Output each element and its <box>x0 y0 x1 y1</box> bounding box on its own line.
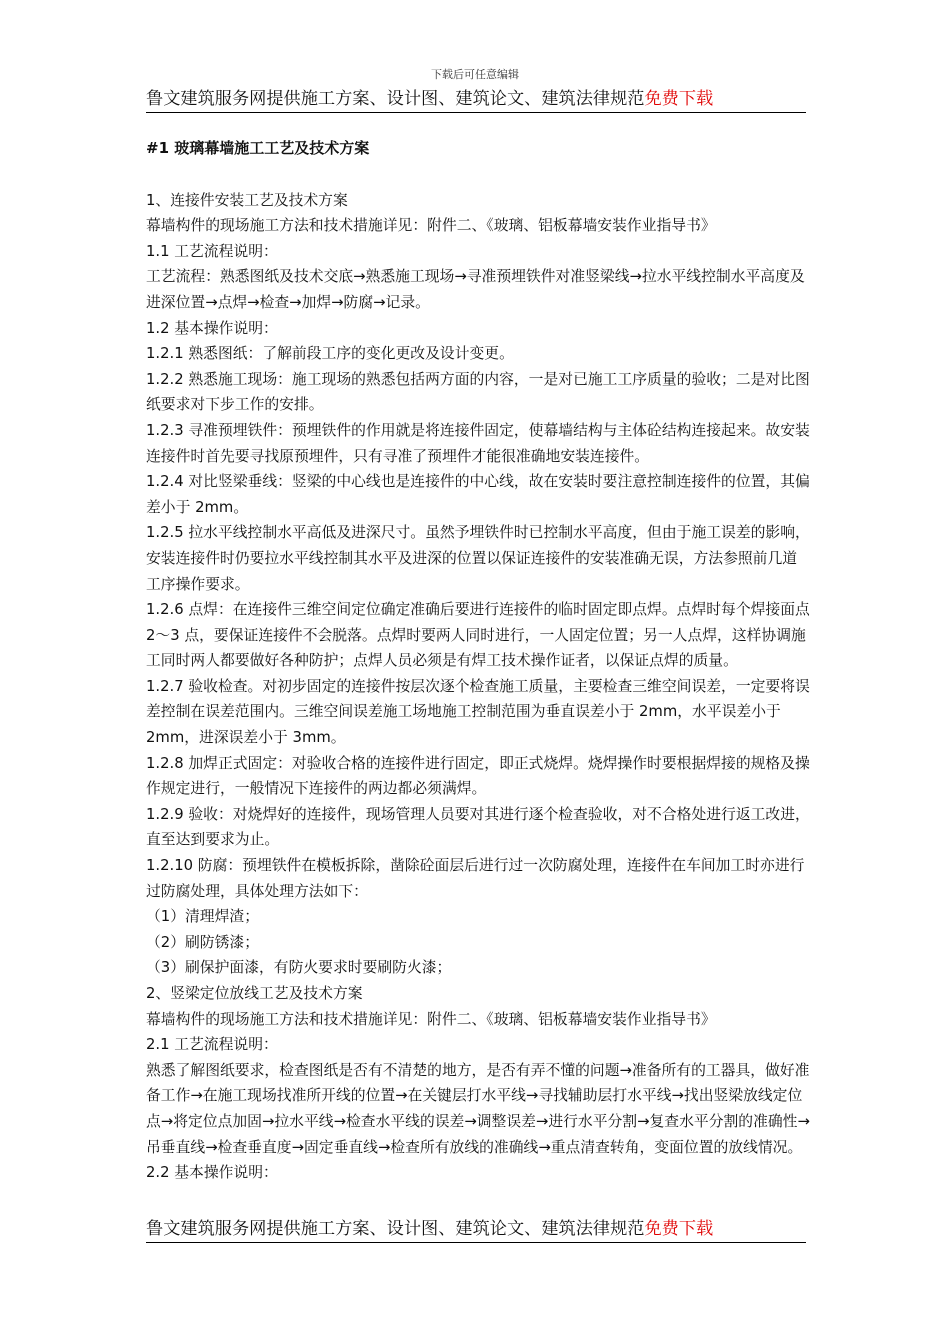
paragraph: 1、连接件安装工艺及技术方案 <box>146 191 348 209</box>
paragraph: 1.2.4 对比竖梁垂线：竖梁的中心线也是连接件的中心线，故在安装时要注意控制连接件的位置，其偏差小于 2mm。 <box>146 473 810 516</box>
list-item: （3）刷保护面漆，有防火要求时要刷防火漆； <box>146 959 452 977</box>
paragraph: 1.2.10 防腐：预埋铁件在模板拆除，凿除砼面层后进行过一次防腐处理，连接件在车间加工时亦进行过防腐处理，具体处理方法如下： <box>146 857 805 900</box>
paragraph: 1.2.8 加焊正式固定：对验收合格的连接件进行固定，即正式烧焊。烧焊操作时要根据焊接的规格及操作规定进行，一般情况下连接件的两边都必须满焊。 <box>146 754 810 798</box>
paragraph: 2.2 基本操作说明： <box>146 1164 278 1182</box>
download-note: 下载后可任意编辑 <box>431 68 519 81</box>
paragraph: 工艺流程：熟悉图纸及技术交底→熟悉施工现场→寻准预埋铁件对准竖梁线→拉水平线控制水平高度及进深位置→点焊→检查→加焊→防腐→记录。 <box>146 268 805 311</box>
footer-banner <box>146 1218 806 1243</box>
paragraph: 熟悉了解图纸要求，检查图纸是否有不清楚的地方，是否有弄不懂的问题→准备所有的工器具，做好准备工作→在施工现场找准所开线的位置→在关键层打水平线→寻找辅助层打水平线→找出竖梁放线定位点→将定位点加固→拉水平线→检查水平线的误差→调整误差→进行水平分割→复查水平分割的准确性→吊垂直线→检查垂直度→固定垂直线→检查所有放线的准确线→重点清查转角，变面位置的放线情况。 <box>146 1061 810 1156</box>
paragraph: 1.2.3 寻准预埋铁件：预埋铁件的作用就是将连接件固定，使幕墙结构与主体砼结构连接起来。故安装连接件时首先要寻找原预埋件，只有寻准了预埋件才能很准确地安装连接件。 <box>146 421 810 465</box>
paragraph: 1.2.5 拉水平线控制水平高低及进深尺寸。虽然予埋铁件时已控制水平高度，但由于施工误差的影响，安装连接件时仍要拉水平线控制其水平及进深的位置以保证连接件的安装准确无误，方法参照前几道工序操作要求。 <box>146 524 810 593</box>
paragraph: 2.1 工艺流程说明： <box>146 1036 278 1054</box>
paragraph: 1.2.2 熟悉施工现场：施工现场的熟悉包括两方面的内容，一是对已施工工序质量的验收；二是对比图纸要求对下步工作的安排。 <box>146 370 810 414</box>
paragraph: 幕墙构件的现场施工方法和技术措施详见：附件二、《玻璃、铝板幕墙安装作业指导书》 <box>146 1010 716 1028</box>
footer-banner-highlight[interactable]: 免费下载 <box>644 1219 714 1239</box>
header-banner-highlight[interactable]: 免费下载 <box>644 89 714 109</box>
paragraph: 幕墙构件的现场施工方法和技术措施详见：附件二、《玻璃、铝板幕墙安装作业指导书》 <box>146 217 716 235</box>
paragraph: 1.2.1 熟悉图纸：了解前段工序的变化更改及设计变更。 <box>146 345 514 363</box>
paragraph: 1.2 基本操作说明： <box>146 319 278 337</box>
paragraph: 1.1 工艺流程说明： <box>146 242 278 260</box>
list-item: （2）刷防锈漆； <box>146 933 259 951</box>
document-body <box>146 136 810 1186</box>
footer-banner-text: 鲁文建筑服务网提供施工方案、设计图、建筑论文、建筑法律规范 <box>146 1219 645 1239</box>
header-banner <box>146 88 806 113</box>
paragraph: 2、竖梁定位放线工艺及技术方案 <box>146 985 363 1002</box>
document-title: #1 玻璃幕墙施工工艺及技术方案 <box>146 139 370 157</box>
paragraph: 1.2.9 验收：对烧焊好的连接件，现场管理人员要对其进行逐个检查验收，对不合格处进行返工改进，直至达到要求为止。 <box>146 805 810 849</box>
paragraph: 1.2.7 验收检查。对初步固定的连接件按层次逐个检查施工质量，主要检查三维空间误差，一定要将误差控制在误差范围内。三维空间误差施工场地施工控制范围为垂直误差小于 2mm，水平误差小于 2mm，进深误差小于 3mm。 <box>146 677 810 747</box>
paragraph: 1.2.6 点焊：在连接件三维空间定位确定准确后要进行连接件的临时固定即点焊。点焊时每个焊接面点 2～3 点，要保证连接件不会脱落。点焊时要两人同时进行，一人固定位置；另一人点焊，这样协调施工同时两人都要做好各种防护；点焊人员必须是有焊工技术操作证者，以保证点焊的质量。 <box>146 601 810 670</box>
header-banner-text: 鲁文建筑服务网提供施工方案、设计图、建筑论文、建筑法律规范 <box>146 89 645 109</box>
list-item: （1）清理焊渣； <box>146 908 259 926</box>
